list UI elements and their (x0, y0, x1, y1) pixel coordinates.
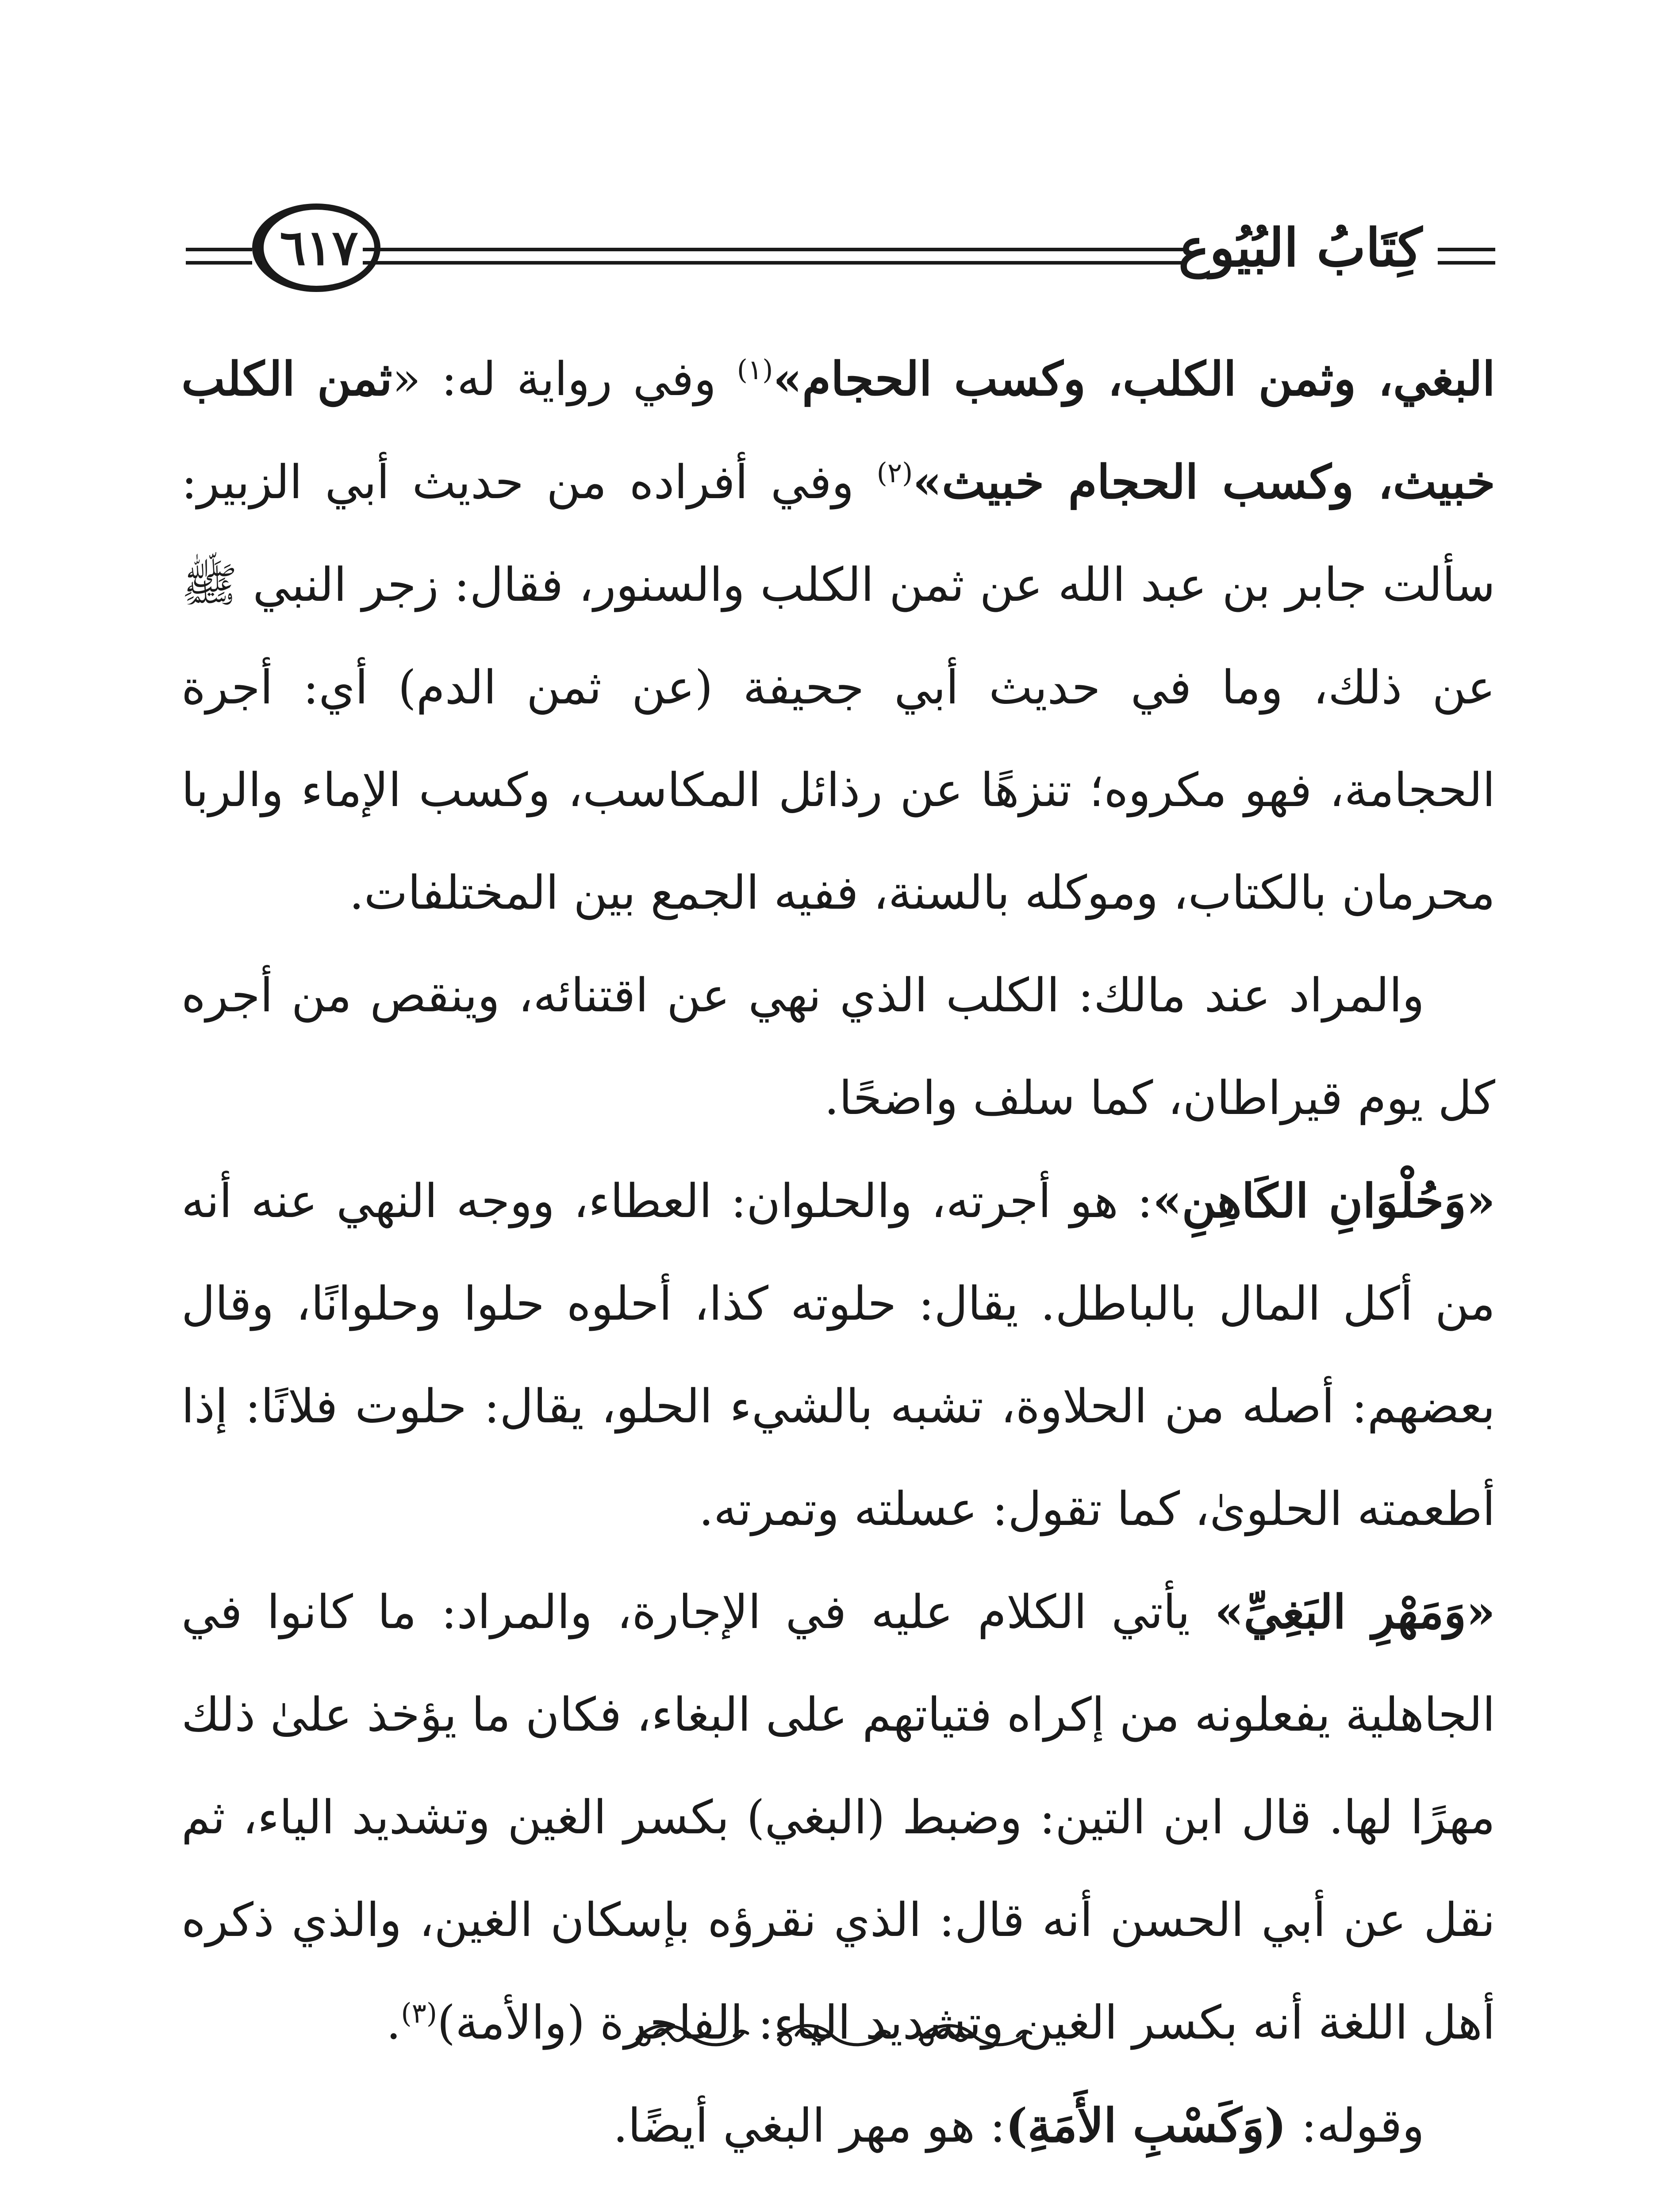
header-rule-middle (363, 248, 1186, 265)
main-text (181, 327, 1495, 2177)
text-run: البغي، وثمن الكلب، وكسب الحجام» (773, 351, 1495, 406)
term-mahr-al-baghi: «وَمَهْرِ البَغِيِّ» (1214, 1584, 1495, 1639)
book-title: كِتَابُ البُيُوع (1178, 217, 1422, 278)
running-header (186, 186, 1495, 310)
text-run: » (913, 454, 942, 509)
header-rule-right (1438, 248, 1495, 265)
paragraph-5 (181, 2074, 1495, 2177)
paragraph-3 (181, 1149, 1495, 1560)
text-run: وفي أفراده من حديث أبي الزبير: سألت جابر بن عبد الله عن ثمن الكلب والسنور، فقال: زجر النبي ﷺ عن ذلك، وما في حديث أبي جحيفة (عن ثمن الدم) أي: أجرة الحجامة، فهو مكروه؛ تنزهًا عن رذائل المكاسب، وكسب الإماء والربا محرمان بالكتاب، وموكله بالسنة، ففيه الجمع بين المختلفات. (181, 455, 1495, 920)
footnote-ref-3[interactable]: (٣) (401, 1997, 438, 2029)
term-hulwan-al-kahin: «وَحُلْوَانِ الكَاهِنِ» (1152, 1173, 1495, 1228)
text-run: وفي رواية له: « (392, 352, 737, 406)
page-number-badge (252, 204, 380, 292)
text-run: : هو أجرته، والحلوان: العطاء، ووجه النهي عنه أنه من أكل المال بالباطل. يقال: حلوته كذا، أحلوه حلوا وحلوانًا، وقال بعضهم: أصله من الحلاوة، تشبه بالشيء الحلو، يقال: حلوت فلانًا: إذا أطعمته الحلوىٰ، كما تقول: عسلته وتمرته. (181, 1174, 1495, 1536)
text-run: . (386, 1996, 401, 2050)
floral-divider-icon (619, 2008, 1062, 2062)
paragraph-2: والمراد عند مالك: الكلب الذي نهي عن اقتنائه، وينقص من أجره كل يوم قيراطان، كما سلف واضحًا. (181, 968, 1495, 1125)
paragraph-4 (181, 1560, 1495, 2074)
page-number: ٦١٧ (280, 219, 358, 276)
text-run: يأتي الكلام عليه في الإجارة، والمراد: ما كانوا في الجاهلية يفعلونه من إكراه فتياتهم على البغاء، فكان ما يؤخذ علىٰ ذلك مهرًا لها. قال ابن التين: وضبط (البغي) بكسر الغين وتشديد الياء، ثم نقل عن أبي الحسن أنه قال: الذي نقرؤه بإسكان الغين، والذي ذكره أهل اللغة أنه بكسر الغين وتشديد الياء: الفاجرة (والأمة) (181, 1585, 1495, 2050)
header-rule-left (186, 248, 252, 265)
term-kasb-al-amah: (وَكَسْبِ الأَمَةِ) (1005, 2098, 1286, 2153)
text-run: وقوله: (1286, 2099, 1424, 2153)
footnote-ref-1[interactable]: (١) (737, 353, 773, 386)
footnote-ref-2[interactable]: (٢) (876, 457, 913, 489)
paragraph-1 (181, 327, 1495, 944)
text-run: : هو مهر البغي أيضًا. (613, 2099, 1006, 2153)
hadith-quote: ثمن الكلب خبيث، وكسب الحجام خبيث (181, 351, 1495, 509)
